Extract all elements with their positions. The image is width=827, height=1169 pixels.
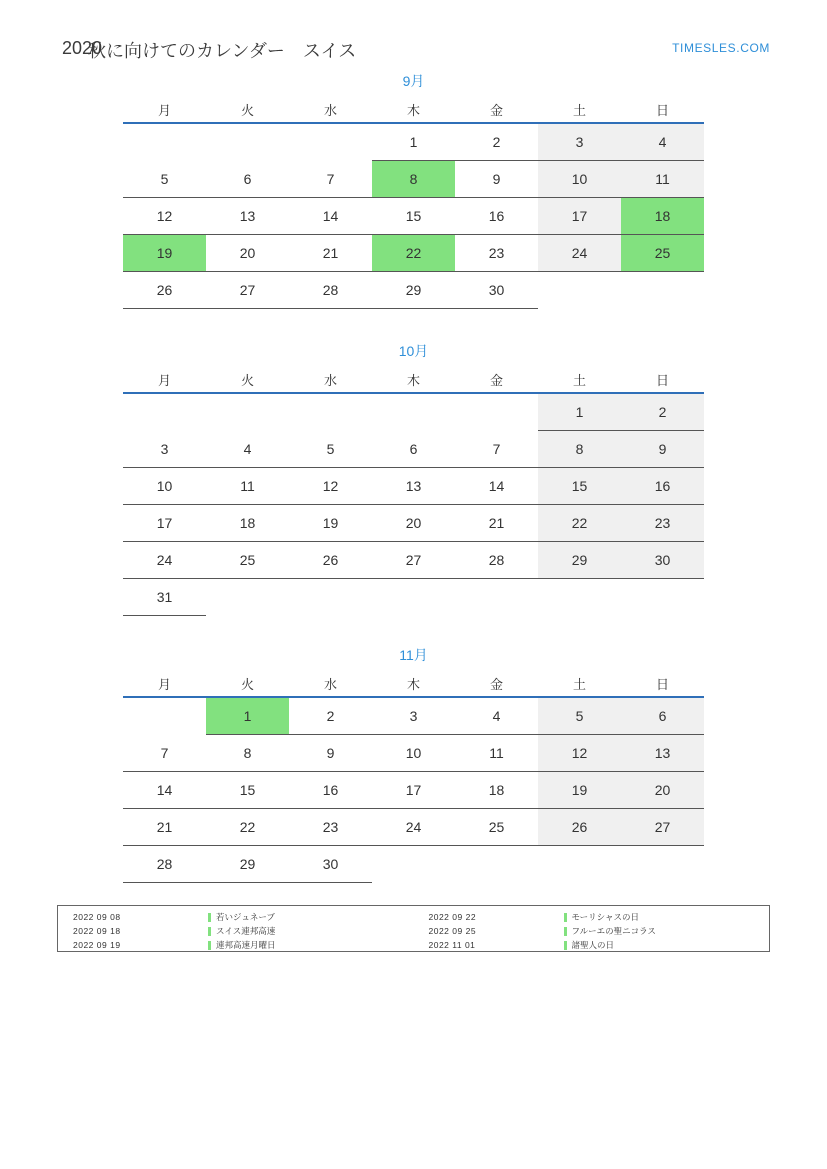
day-cell: 17 <box>123 505 206 542</box>
day-cell: 24 <box>123 542 206 579</box>
day-cell: 29 <box>206 846 289 883</box>
day-cell: 18 <box>206 505 289 542</box>
week-row <box>123 772 704 809</box>
day-cell: 7 <box>289 161 372 198</box>
legend-holiday-name: 連邦高速月曜日 <box>216 940 276 950</box>
day-cell: 11 <box>621 161 704 198</box>
weekday-tue: 火 <box>206 670 289 697</box>
day-cell: 24 <box>538 235 621 272</box>
weekday-sun: 日 <box>621 96 704 123</box>
legend-item <box>58 911 414 923</box>
day-cell: 15 <box>206 772 289 809</box>
day-cell: 20 <box>621 772 704 809</box>
day-cell <box>455 393 538 431</box>
legend-date: 2022 09 08 <box>73 912 121 922</box>
weekday-header-row <box>123 670 704 697</box>
day-cell: 9 <box>621 431 704 468</box>
day-cell <box>372 579 455 616</box>
legend-item <box>414 939 770 951</box>
week-row <box>123 161 704 198</box>
legend-date: 2022 09 19 <box>73 940 121 950</box>
weekday-thu: 木 <box>372 670 455 697</box>
page-title: 秋に向けてのカレンダー スイス <box>88 41 357 61</box>
day-cell: 27 <box>206 272 289 309</box>
day-cell: 24 <box>372 809 455 846</box>
day-cell: 6 <box>372 431 455 468</box>
month-table <box>123 366 704 616</box>
weekday-sat: 土 <box>538 670 621 697</box>
day-cell: 15 <box>538 468 621 505</box>
week-row <box>123 735 704 772</box>
day-cell <box>621 272 704 309</box>
day-cell: 23 <box>621 505 704 542</box>
page-header <box>0 18 827 61</box>
day-cell: 6 <box>621 697 704 735</box>
day-cell: 4 <box>621 123 704 161</box>
day-cell: 12 <box>123 198 206 235</box>
week-row <box>123 809 704 846</box>
legend-holiday-name: フルーエの聖ニコラス <box>571 926 656 936</box>
day-cell-holiday: 18 <box>621 198 704 235</box>
legend-holiday-name: スイス連邦高速 <box>216 926 276 936</box>
legend-column-left <box>58 911 414 951</box>
day-cell: 29 <box>538 542 621 579</box>
weekday-thu: 木 <box>372 366 455 393</box>
day-cell <box>289 579 372 616</box>
weekday-sun: 日 <box>621 366 704 393</box>
day-cell: 6 <box>206 161 289 198</box>
legend-column-right <box>414 911 770 951</box>
month-title: 11月 <box>399 647 428 663</box>
day-cell <box>289 393 372 431</box>
week-row <box>123 542 704 579</box>
day-cell: 21 <box>289 235 372 272</box>
day-cell <box>538 272 621 309</box>
legend-item <box>58 925 414 937</box>
day-cell: 31 <box>123 579 206 616</box>
day-cell: 17 <box>372 772 455 809</box>
weekday-sun: 日 <box>621 670 704 697</box>
day-cell <box>621 846 704 883</box>
day-cell: 21 <box>455 505 538 542</box>
day-cell: 8 <box>206 735 289 772</box>
day-cell: 7 <box>455 431 538 468</box>
weekday-mon: 月 <box>123 366 206 393</box>
weekday-mon: 月 <box>123 96 206 123</box>
week-row <box>123 272 704 309</box>
day-cell: 16 <box>289 772 372 809</box>
weekday-wed: 水 <box>289 366 372 393</box>
title-year: 2020 <box>62 38 103 58</box>
legend-color-swatch <box>564 941 567 950</box>
day-cell: 19 <box>289 505 372 542</box>
legend-date: 2022 11 01 <box>428 940 476 950</box>
day-cell: 2 <box>455 123 538 161</box>
day-cell: 16 <box>621 468 704 505</box>
legend-color-swatch <box>208 913 211 922</box>
day-cell: 2 <box>289 697 372 735</box>
legend-color-swatch <box>564 913 567 922</box>
week-row <box>123 198 704 235</box>
day-cell <box>372 393 455 431</box>
week-row <box>123 393 704 431</box>
day-cell <box>123 697 206 735</box>
day-cell: 17 <box>538 198 621 235</box>
week-row <box>123 579 704 616</box>
day-cell <box>206 393 289 431</box>
day-cell: 29 <box>372 272 455 309</box>
day-cell: 3 <box>123 431 206 468</box>
month-title: 10月 <box>398 343 429 359</box>
day-cell: 11 <box>206 468 289 505</box>
day-cell <box>455 846 538 883</box>
weekday-tue: 火 <box>206 366 289 393</box>
legend-date: 2022 09 22 <box>428 912 477 922</box>
day-cell <box>455 579 538 616</box>
day-cell: 22 <box>206 809 289 846</box>
day-cell <box>538 846 621 883</box>
month-table <box>123 670 704 883</box>
day-cell: 26 <box>123 272 206 309</box>
day-cell: 30 <box>621 542 704 579</box>
day-cell <box>538 579 621 616</box>
day-cell: 28 <box>455 542 538 579</box>
month-title: 9月 <box>402 73 425 89</box>
day-cell: 25 <box>206 542 289 579</box>
month-block-0 <box>0 72 827 309</box>
day-cell: 20 <box>372 505 455 542</box>
day-cell: 2 <box>621 393 704 431</box>
month-table <box>123 96 704 309</box>
weekday-thu: 木 <box>372 96 455 123</box>
day-cell: 21 <box>123 809 206 846</box>
day-cell: 5 <box>123 161 206 198</box>
brand-label: TIMESLES.COM <box>672 41 770 55</box>
day-cell: 3 <box>372 697 455 735</box>
day-cell: 14 <box>455 468 538 505</box>
day-cell: 22 <box>538 505 621 542</box>
week-row <box>123 846 704 883</box>
day-cell: 16 <box>455 198 538 235</box>
legend-color-swatch <box>208 927 211 936</box>
month-block-2 <box>0 646 827 883</box>
day-cell: 13 <box>206 198 289 235</box>
weekday-fri: 金 <box>455 670 538 697</box>
day-cell: 26 <box>538 809 621 846</box>
day-cell: 4 <box>206 431 289 468</box>
day-cell: 13 <box>372 468 455 505</box>
weekday-wed: 水 <box>289 670 372 697</box>
day-cell: 25 <box>455 809 538 846</box>
day-cell-holiday: 19 <box>123 235 206 272</box>
day-cell: 18 <box>455 772 538 809</box>
day-cell-holiday: 1 <box>206 697 289 735</box>
weekday-sat: 土 <box>538 366 621 393</box>
legend-color-swatch <box>564 927 567 936</box>
day-cell: 13 <box>621 735 704 772</box>
day-cell: 28 <box>289 272 372 309</box>
weekday-mon: 月 <box>123 670 206 697</box>
day-cell: 28 <box>123 846 206 883</box>
day-cell <box>206 123 289 161</box>
legend-item <box>58 939 414 951</box>
day-cell: 27 <box>621 809 704 846</box>
holiday-legend <box>57 905 770 952</box>
week-row <box>123 505 704 542</box>
day-cell: 19 <box>538 772 621 809</box>
weekday-fri: 金 <box>455 96 538 123</box>
legend-item <box>414 911 770 923</box>
weekday-tue: 火 <box>206 96 289 123</box>
legend-holiday-name: モーリシャスの日 <box>571 912 639 922</box>
day-cell <box>206 579 289 616</box>
day-cell <box>123 393 206 431</box>
day-cell: 12 <box>289 468 372 505</box>
legend-date: 2022 09 18 <box>73 926 121 936</box>
weekday-sat: 土 <box>538 96 621 123</box>
weekday-header-row <box>123 96 704 123</box>
day-cell <box>621 579 704 616</box>
day-cell: 12 <box>538 735 621 772</box>
day-cell: 5 <box>538 697 621 735</box>
day-cell <box>123 123 206 161</box>
legend-item <box>414 925 770 937</box>
week-row <box>123 123 704 161</box>
month-block-1 <box>0 342 827 616</box>
day-cell-holiday: 22 <box>372 235 455 272</box>
day-cell-holiday: 25 <box>621 235 704 272</box>
legend-holiday-name: 諸聖人の日 <box>571 940 615 950</box>
week-row <box>123 697 704 735</box>
day-cell: 20 <box>206 235 289 272</box>
day-cell: 1 <box>372 123 455 161</box>
day-cell: 7 <box>123 735 206 772</box>
day-cell: 10 <box>123 468 206 505</box>
day-cell: 9 <box>289 735 372 772</box>
week-row <box>123 235 704 272</box>
day-cell: 30 <box>289 846 372 883</box>
day-cell: 1 <box>538 393 621 431</box>
day-cell <box>289 123 372 161</box>
weekday-header-row <box>123 366 704 393</box>
day-cell: 9 <box>455 161 538 198</box>
day-cell: 30 <box>455 272 538 309</box>
legend-color-swatch <box>208 941 211 950</box>
day-cell: 14 <box>123 772 206 809</box>
day-cell: 27 <box>372 542 455 579</box>
day-cell: 14 <box>289 198 372 235</box>
day-cell: 8 <box>538 431 621 468</box>
day-cell: 10 <box>538 161 621 198</box>
day-cell: 23 <box>455 235 538 272</box>
day-cell-holiday: 8 <box>372 161 455 198</box>
day-cell <box>372 846 455 883</box>
day-cell: 4 <box>455 697 538 735</box>
day-cell: 15 <box>372 198 455 235</box>
weekday-wed: 水 <box>289 96 372 123</box>
week-row <box>123 468 704 505</box>
legend-holiday-name: 若いジュネーブ <box>216 912 275 922</box>
weekday-fri: 金 <box>455 366 538 393</box>
week-row <box>123 431 704 468</box>
day-cell: 5 <box>289 431 372 468</box>
day-cell: 10 <box>372 735 455 772</box>
day-cell: 26 <box>289 542 372 579</box>
day-cell: 11 <box>455 735 538 772</box>
legend-date: 2022 09 25 <box>428 926 477 936</box>
day-cell: 23 <box>289 809 372 846</box>
day-cell: 3 <box>538 123 621 161</box>
